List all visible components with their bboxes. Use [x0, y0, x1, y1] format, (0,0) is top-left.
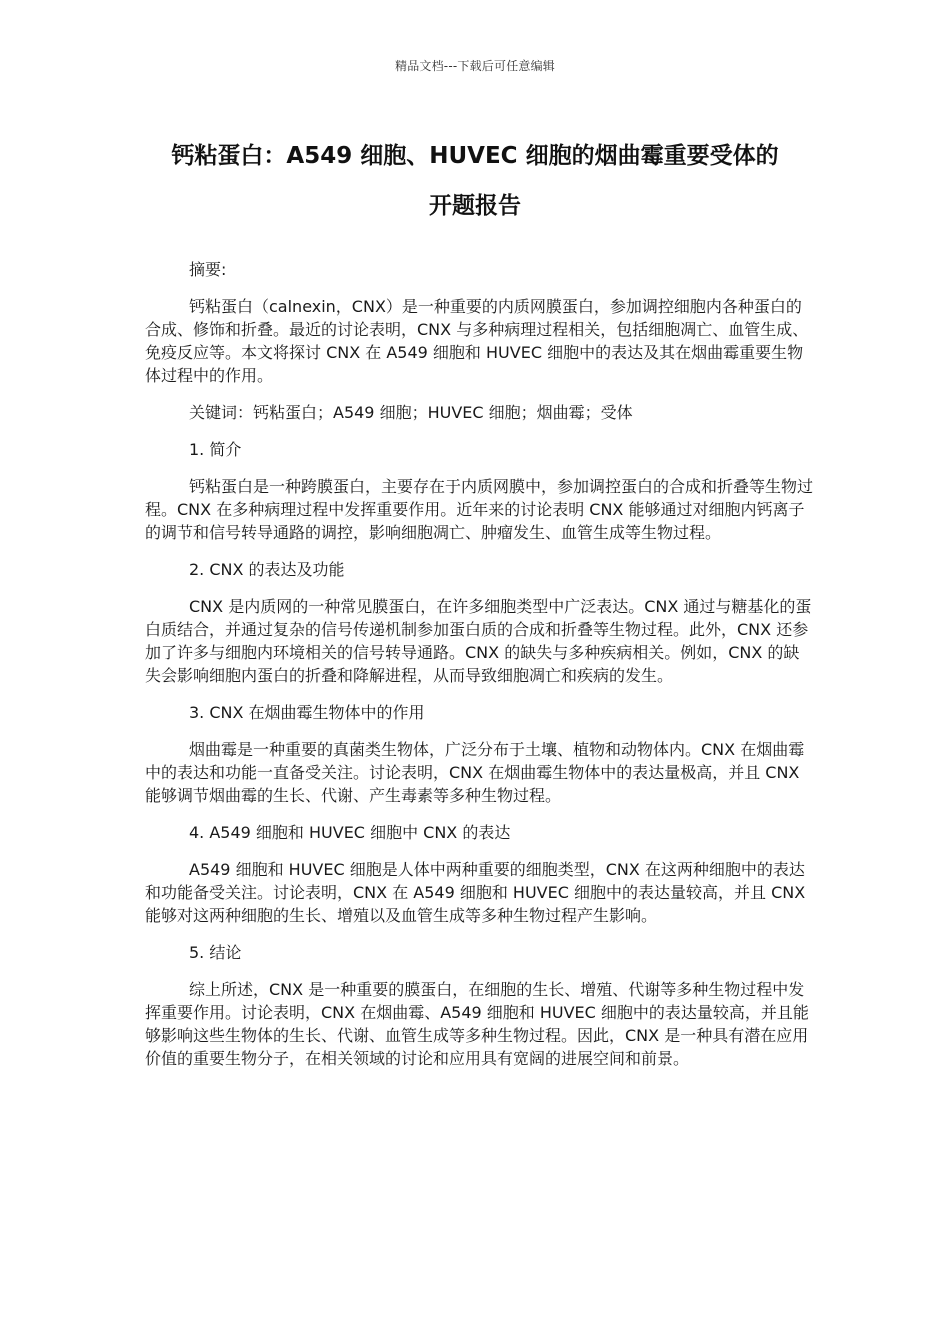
- title-line-2: 开题报告: [429, 193, 521, 219]
- abstract-paragraph: 钙粘蛋白（calnexin，CNX）是一种重要的内质网膜蛋白，参加调控细胞内各种蛋白的合成、修饰和折叠。最近的讨论表明，CNX 与多种病理过程相关，包括细胞凋亡、血管生成、免疫反应等。本文将探讨 CNX 在 A549 细胞和 HUVEC 细胞中的表达及其在烟曲霉重要生物体过程中的作用。: [145, 297, 809, 385]
- abstract-label: 摘要:: [189, 260, 227, 279]
- keywords-line: 关键词：钙粘蛋白；A549 细胞；HUVEC 细胞；烟曲霉；受体: [189, 403, 633, 422]
- section-heading-conclusion: 5. 结论: [189, 943, 242, 962]
- section-heading-aspergillus: 3. CNX 在烟曲霉生物体中的作用: [189, 703, 425, 722]
- section-paragraph-intro: 钙粘蛋白是一种跨膜蛋白，主要存在于内质网膜中，参加调控蛋白的合成和折叠等生物过程。CNX 在多种病理过程中发挥重要作用。近年来的讨论表明 CNX 能够通过对细胞内钙离子的调节和信号转导通路的调控，影响细胞凋亡、肿瘤发生、血管生成等生物过程。: [145, 477, 814, 542]
- title-line-1: 钙粘蛋白：A549 细胞、HUVEC 细胞的烟曲霉重要受体的: [171, 143, 779, 169]
- section-heading-cells: 4. A549 细胞和 HUVEC 细胞中 CNX 的表达: [189, 823, 511, 842]
- section-heading-expression: 2. CNX 的表达及功能: [189, 560, 345, 579]
- page-header: 精品文档---下载后可任意编辑: [395, 59, 555, 73]
- section-paragraph-expression: CNX 是内质网的一种常见膜蛋白，在许多细胞类型中广泛表达。CNX 通过与糖基化的蛋白质结合，并通过复杂的信号传递机制参加蛋白质的合成和折叠等生物过程。此外，CNX 还参加了许多与细胞内环境相关的信号转导通路。CNX 的缺失与多种疾病相关。例如，CNX 的缺失会影响细胞内蛋白的折叠和降解进程，从而导致细胞凋亡和疾病的发生。: [145, 597, 812, 685]
- section-paragraph-aspergillus: 烟曲霉是一种重要的真菌类生物体，广泛分布于土壤、植物和动物体内。CNX 在烟曲霉中的表达和功能一直备受关注。讨论表明，CNX 在烟曲霉生物体中的表达量极高，并且 CNX 能够调节烟曲霉的生长、代谢、产生毒素等多种生物过程。: [145, 740, 805, 805]
- document-body: [145, 258, 815, 1084]
- section-heading-intro: 1. 简介: [189, 440, 242, 459]
- section-paragraph-conclusion: 综上所述，CNX 是一种重要的膜蛋白，在细胞的生长、增殖、代谢等多种生物过程中发挥重要作用。讨论表明，CNX 在烟曲霉、A549 细胞和 HUVEC 细胞中的表达量较高，并且能够影响这些生物体的生长、代谢、血管生成等多种生物过程。因此，CNX 是一种具有潜在应用价值的重要生物分子，在相关领域的讨论和应用具有宽阔的进展空间和前景。: [145, 980, 809, 1068]
- section-paragraph-cells: A549 细胞和 HUVEC 细胞是人体中两种重要的细胞类型，CNX 在这两种细胞中的表达和功能备受关注。讨论表明，CNX 在 A549 细胞和 HUVEC 细胞中的表达量较高，并且 CNX 能够对这两种细胞的生长、增殖以及血管生成等多种生物过程产生影响。: [145, 860, 806, 925]
- document-title: [135, 131, 815, 231]
